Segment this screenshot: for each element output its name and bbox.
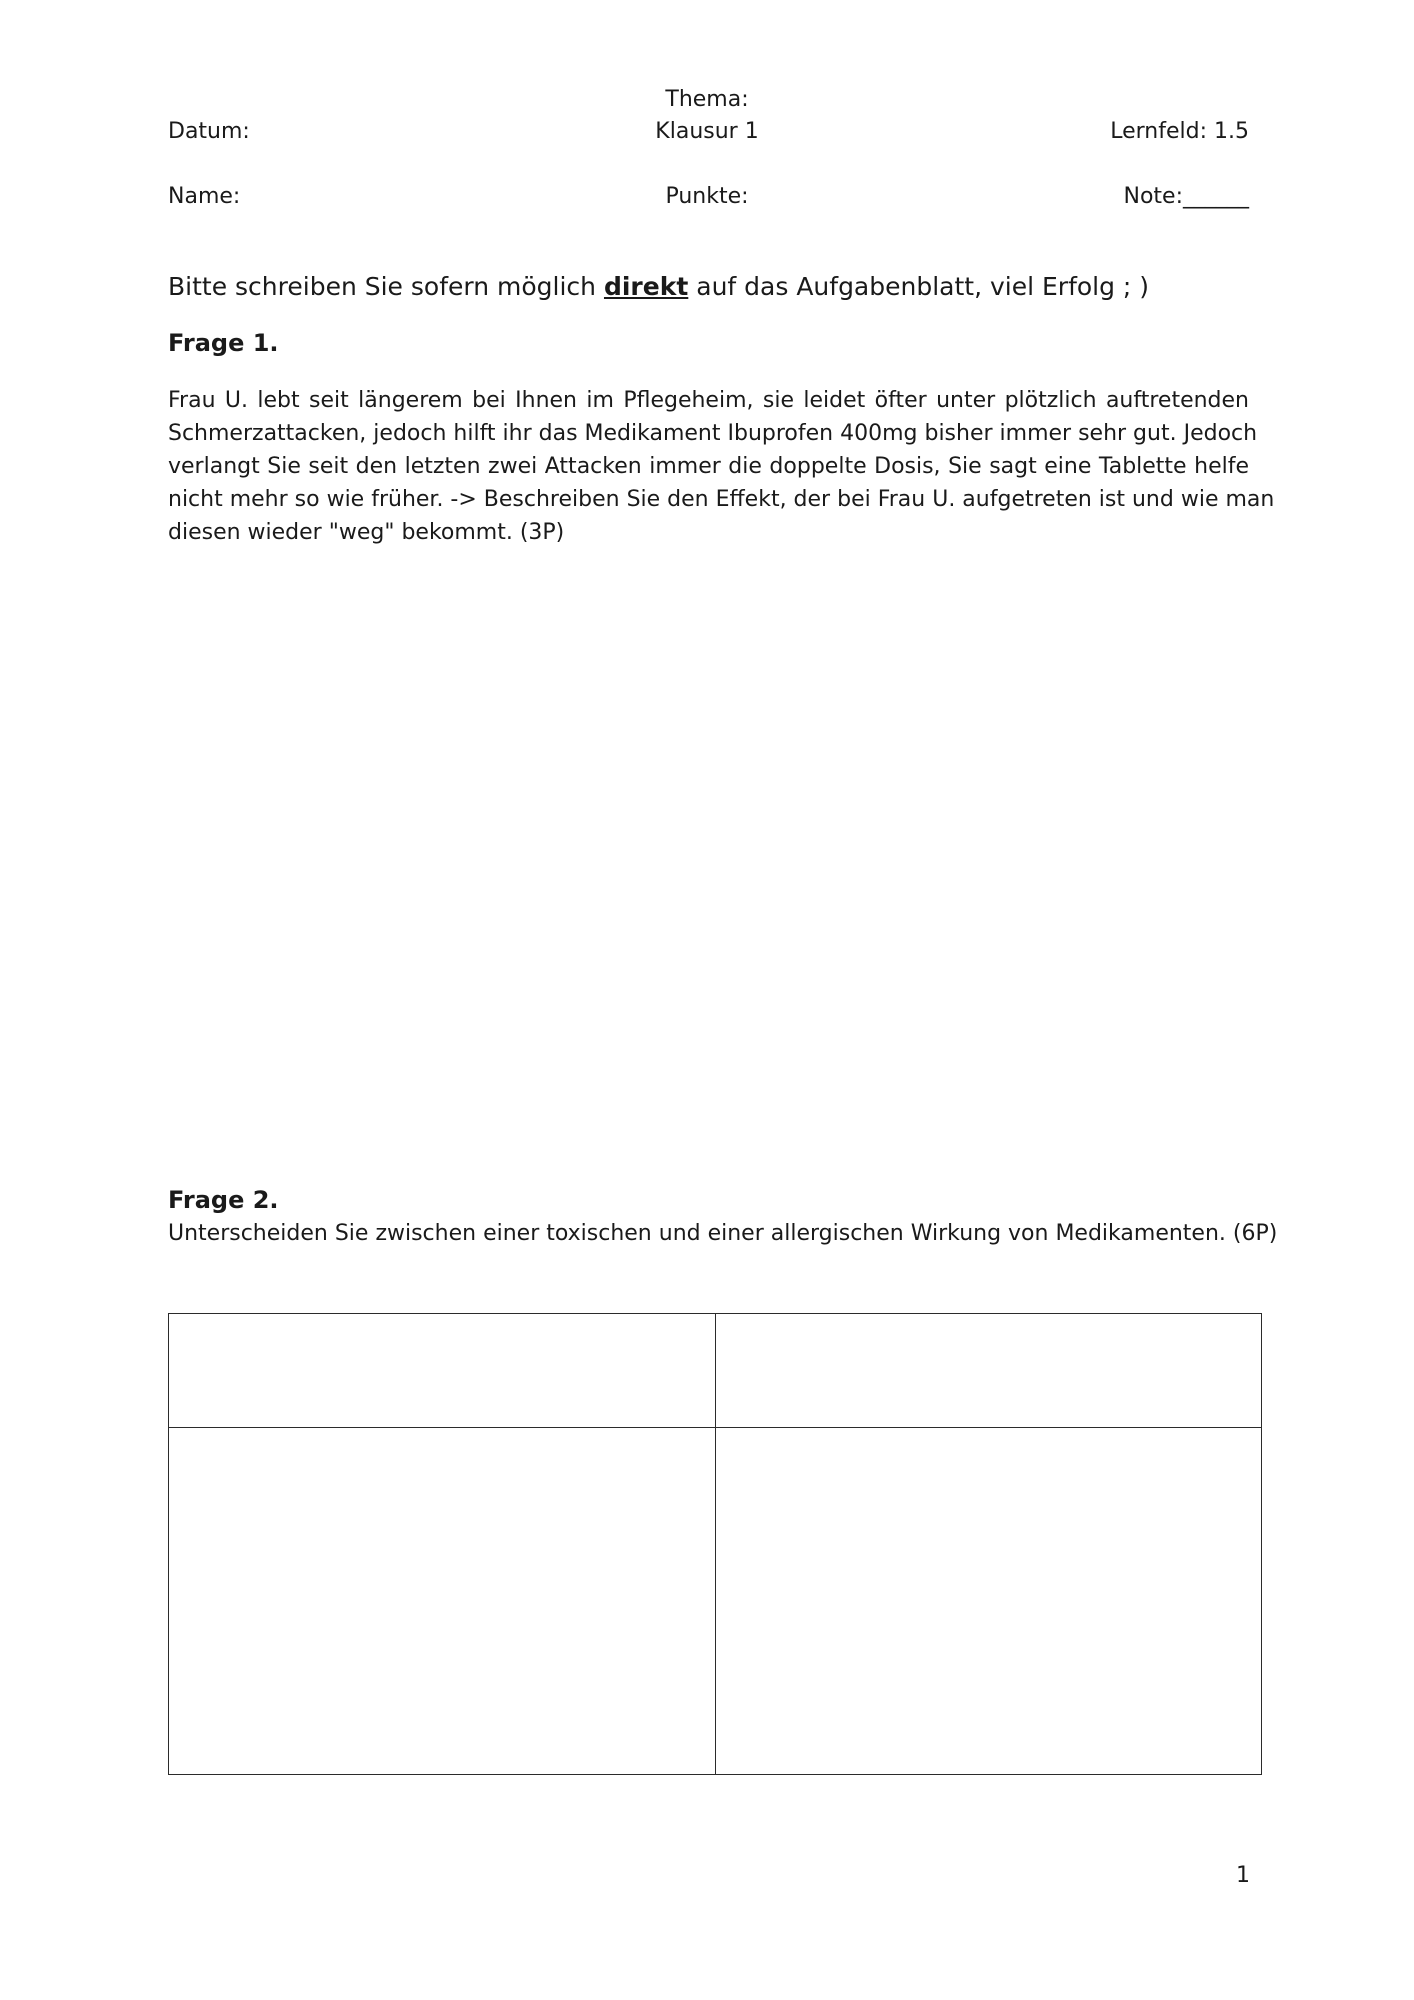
question1-text xyxy=(168,384,1275,549)
thema-label: Thema: xyxy=(665,87,749,112)
question1-line: verlangt Sie seit den letzten zwei Attacken immer die doppelte Dosis, Sie sagt eine Tablette helfe xyxy=(168,454,1249,479)
page-number: 1 xyxy=(1236,1863,1250,1888)
instruction-emphasis: direkt xyxy=(603,272,689,301)
question1-line: Frau U. lebt seit längerem bei Ihnen im Pflegeheim, sie leidet öfter unter plötzlich auftretenden xyxy=(168,388,1249,413)
question2-heading: Frage 2. xyxy=(168,1186,279,1214)
exam-title: Klausur 1 xyxy=(655,119,759,144)
table-cell[interactable] xyxy=(169,1428,716,1775)
table-header-row xyxy=(169,1314,1262,1428)
lernfeld-label: Lernfeld: 1.5 xyxy=(1110,119,1249,144)
note-label: Note:______ xyxy=(1123,184,1249,209)
name-label: Name: xyxy=(168,184,241,209)
question1-line: nicht mehr so wie früher. -> Beschreiben Sie den Effekt, der bei Frau U. aufgetreten ist und wie man xyxy=(168,487,1275,512)
answer-table xyxy=(168,1313,1262,1775)
instruction-after: auf das Aufgabenblatt, viel Erfolg ; ) xyxy=(688,272,1150,301)
table-row xyxy=(169,1428,1262,1775)
instruction-before: Bitte schreiben Sie sofern möglich xyxy=(168,272,604,301)
table-cell[interactable] xyxy=(169,1314,716,1428)
punkte-label: Punkte: xyxy=(665,184,749,209)
question1-heading: Frage 1. xyxy=(168,329,279,357)
question1-line: Schmerzattacken, jedoch hilft ihr das Medikament Ibuprofen 400mg bisher immer sehr gut. Jedoch xyxy=(168,421,1258,446)
table-cell[interactable] xyxy=(715,1428,1262,1775)
question2-text: Unterscheiden Sie zwischen einer toxischen und einer allergischen Wirkung von Medikamenten. (6P) xyxy=(168,1221,1278,1246)
instruction-text xyxy=(168,271,1149,303)
table-cell[interactable] xyxy=(715,1314,1262,1428)
question1-line: diesen wieder "weg" bekommt. (3P) xyxy=(168,520,565,545)
datum-label: Datum: xyxy=(168,119,250,144)
